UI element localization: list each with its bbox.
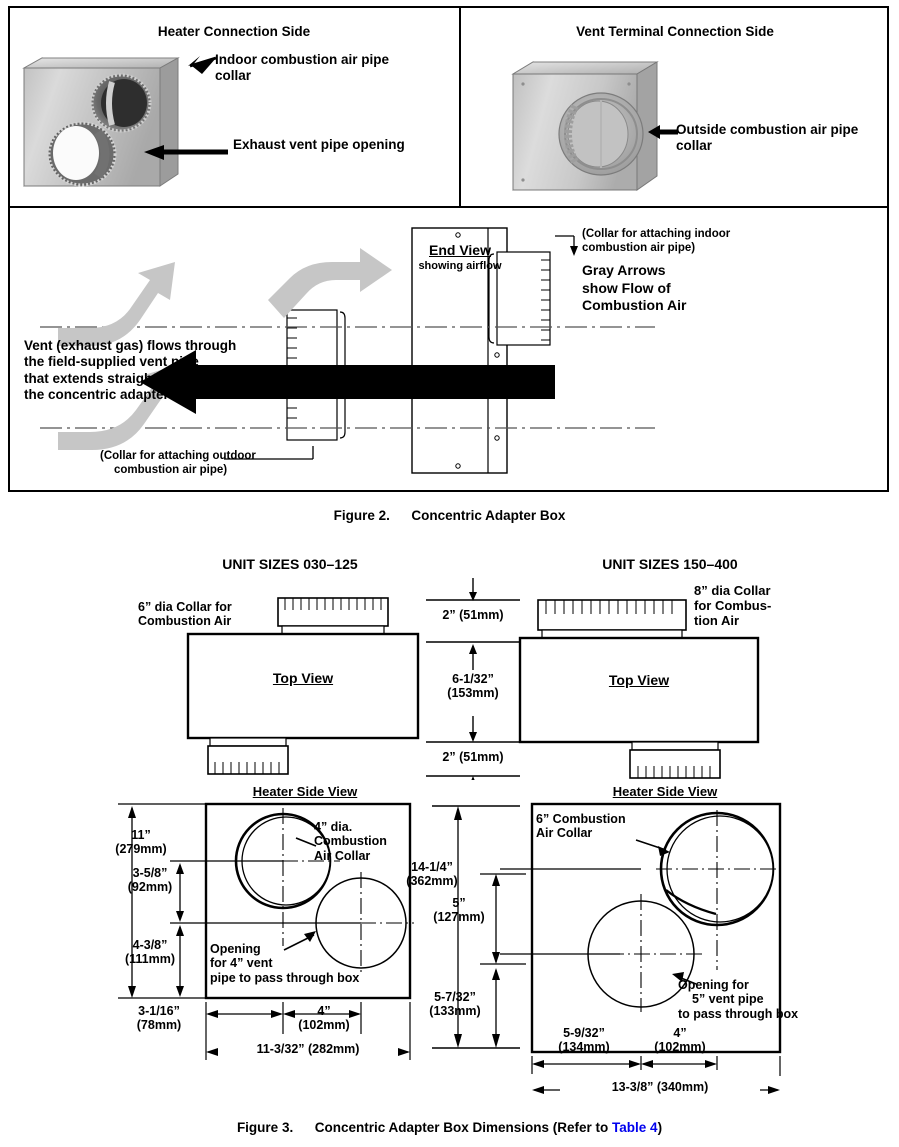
- left-opening-callout-line2: for 4” vent: [210, 956, 273, 971]
- left-opening-callout-line3: pipe to pass through box: [210, 970, 360, 985]
- note-vent-flow-line3: that extends straight through: [24, 370, 212, 386]
- left-dim-center-spacing: [286, 1004, 362, 1033]
- note-vent-flow-line4: the concentric adapter box.: [24, 387, 201, 403]
- left-dim-left-offset: [116, 1004, 202, 1033]
- panel-title-vent-terminal-connection-side: Vent Terminal Connection Side: [576, 24, 774, 39]
- left-side-view-drawing: [115, 798, 418, 1068]
- right-dim-center-spacing-line2: (102mm): [654, 1040, 706, 1055]
- right-collar-label-line3: tion Air: [694, 612, 740, 628]
- right-collar-callout-line2: Air Collar: [536, 826, 593, 841]
- note-gray-arrows: [582, 262, 782, 315]
- left-dim-lower-line1: 4-3/8”: [132, 938, 168, 952]
- note-vent-flow-line2: the field-supplied vent pipe: [24, 354, 199, 370]
- right-dim-left-offset: [538, 1026, 630, 1055]
- figure2-caption-text: Concentric Adapter Box: [411, 508, 566, 523]
- right-opening-callout-line1: Opening for: [678, 978, 749, 992]
- left-dim-overall-width: 11-3/32” (282mm): [218, 1042, 398, 1056]
- figure2-caption: [0, 508, 899, 523]
- left-collar-label-line1: 6” dia Collar for: [138, 600, 232, 614]
- note-indoor-collar: [582, 228, 802, 256]
- left-opening-callout: [210, 942, 410, 985]
- end-view-diagram: [10, 210, 887, 490]
- left-dim-upper-line1: 3-5/8”: [132, 866, 168, 880]
- figure3-caption-text-before: Concentric Adapter Box Dimensions (Refer to: [314, 1120, 613, 1135]
- right-collar-label: [694, 584, 824, 628]
- center-dim-overall-height: [394, 860, 470, 889]
- left-dim-left-offset-line2: (78mm): [136, 1018, 182, 1033]
- right-opening-callout-line3: to pass through box: [678, 1006, 799, 1021]
- right-top-view-label: Top View: [608, 672, 670, 688]
- note-outdoor-collar-line2: combustion air pipe): [114, 463, 228, 476]
- callout-label-outside-collar: Outside combustion air pipe collar: [676, 122, 859, 153]
- center-dim-bottom-gap: 2” (51mm): [442, 750, 504, 764]
- note-vent-flow: [24, 338, 284, 404]
- left-opening-callout-line1: Opening: [210, 942, 261, 956]
- note-outdoor-collar: [100, 450, 330, 478]
- figure2-vertical-divider: [459, 8, 461, 206]
- callout-arrow-exhaust-opening: [140, 144, 230, 162]
- unit-sizes-right-header: UNIT SIZES 150–400: [602, 556, 738, 572]
- right-dim-left-offset-line1: 5-9/32”: [563, 1026, 605, 1040]
- panel-title-heater-connection-side: Heater Connection Side: [157, 24, 311, 39]
- right-opening-callout-line2: 5” vent pipe: [692, 992, 764, 1007]
- left-dim-overall-height-line2: (279mm): [115, 842, 167, 857]
- callout-arrow-indoor-collar: [172, 52, 218, 74]
- right-side-view-drawing: [500, 798, 830, 1078]
- right-collar-callout: [536, 812, 656, 841]
- figure3-caption-text-after: ): [657, 1120, 663, 1135]
- figure3-caption-table-link[interactable]: Table 4: [612, 1120, 658, 1135]
- left-collar-callout-line1: 4” dia.: [314, 820, 353, 834]
- right-dim-left-offset-line2: (134mm): [558, 1040, 610, 1055]
- figure2-horizontal-divider: [8, 206, 889, 208]
- end-view-subtitle: showing airflow: [418, 260, 502, 272]
- left-dim-center-spacing-line1: 4”: [317, 1004, 331, 1018]
- left-dim-center-spacing-line2: (102mm): [298, 1018, 350, 1033]
- note-gray-arrows-line3: Combustion Air: [582, 297, 687, 313]
- left-dim-lower-line2: (111mm): [124, 952, 176, 967]
- center-dim-overall-height-line1: 14-1/4”: [411, 860, 453, 874]
- left-dim-lower: [120, 938, 180, 967]
- center-dimension-stack-top: [418, 570, 528, 780]
- left-dim-upper: [120, 866, 180, 895]
- center-dim-upper-line1: 5”: [452, 896, 466, 910]
- right-side-view-label: Heater Side View: [612, 784, 718, 799]
- center-dim-box-depth: [418, 672, 528, 701]
- left-dim-overall-height: [112, 828, 170, 857]
- note-gray-arrows-line2: show Flow of: [582, 279, 671, 296]
- callout-label-exhaust-opening: Exhaust vent pipe opening: [233, 137, 405, 152]
- left-dim-left-offset-line1: 3-1/16”: [138, 1004, 180, 1018]
- right-collar-label-line2: for Combus-: [694, 597, 772, 613]
- center-dim-top-gap: 2” (51mm): [442, 608, 504, 622]
- right-overall-width-dimension: [500, 1078, 830, 1104]
- center-dim-box-depth-line2: (153mm): [447, 686, 499, 701]
- left-collar-label: [138, 600, 258, 629]
- end-view-title: End View: [429, 242, 491, 258]
- note-gray-arrows-line1: Gray Arrows: [582, 262, 666, 278]
- center-dim-upper-line2: (127mm): [433, 910, 485, 925]
- left-side-view-label: Heater Side View: [252, 784, 358, 799]
- note-indoor-collar-line1: (Collar for attaching indoor: [582, 228, 731, 240]
- left-top-view-label: Top View: [272, 670, 334, 686]
- left-collar-callout-line2: Combustion: [314, 834, 387, 849]
- unit-sizes-left-header: UNIT SIZES 030–125: [222, 556, 358, 572]
- figure2-caption-number: Figure 2.: [333, 508, 390, 523]
- figure3-caption-number: Figure 3.: [236, 1120, 294, 1135]
- figure3-caption: [0, 1120, 899, 1135]
- left-collar-label-line2: Combustion Air: [138, 614, 232, 629]
- note-outdoor-collar-line1: (Collar for attaching outdoor: [100, 450, 256, 462]
- left-dim-upper-line2: (92mm): [127, 880, 173, 895]
- center-dim-overall-height-line2: (362mm): [406, 874, 458, 889]
- center-dim-lower: [418, 990, 492, 1019]
- right-dim-center-spacing: [644, 1026, 716, 1055]
- left-collar-callout-line3: Air Collar: [314, 848, 371, 863]
- center-dim-upper: [426, 896, 492, 925]
- center-dim-lower-line2: (133mm): [429, 1004, 481, 1019]
- center-dim-box-depth-line1: 6-1/32”: [452, 672, 494, 686]
- right-collar-callout-line1: 6” Combustion: [536, 812, 626, 826]
- center-dim-lower-line1: 5-7/32”: [434, 990, 476, 1004]
- callout-label-indoor-collar: Indoor combustion air pipe collar: [215, 52, 390, 83]
- left-dim-overall-height-line1: 11”: [131, 828, 151, 842]
- right-dim-center-spacing-line1: 4”: [673, 1026, 687, 1040]
- right-collar-label-line1: 8” dia Collar: [694, 583, 771, 598]
- right-opening-callout: [678, 978, 808, 1021]
- left-collar-callout: [314, 820, 418, 863]
- note-indoor-collar-line2: combustion air pipe): [582, 241, 696, 254]
- note-vent-flow-line1: Vent (exhaust gas) flows through: [24, 338, 237, 353]
- right-dim-overall-width: 13-3/8” (340mm): [560, 1080, 760, 1094]
